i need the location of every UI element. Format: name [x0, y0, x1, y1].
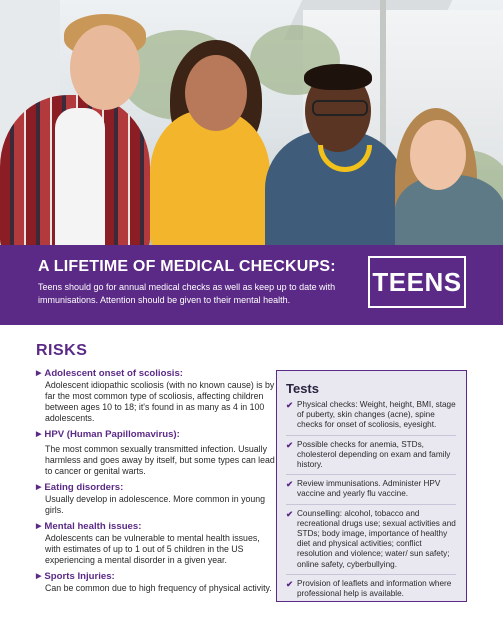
test-text: Provision of leaflets and information where professional help is available. [297, 578, 452, 599]
risk-title: Adolescent onset of scoliosis: [44, 368, 183, 379]
teens-badge [368, 256, 466, 308]
list-item [36, 521, 276, 566]
risk-description: Adolescent idiopathic scoliosis (with no known cause) is by far the most common type of scoliosis, affecting children between ages 10 to 18; it's found in as many as 4 in 100 adolescents. [45, 379, 275, 424]
risk-title: Mental health issues: [44, 521, 142, 533]
test-text: Review immunisations. Administer HPV vaccine and yearly flu vaccine. [297, 479, 441, 499]
title-banner [0, 245, 503, 325]
list-item [36, 571, 276, 594]
risk-description: Usually develop in adolescence. More common in young girls. [45, 493, 266, 516]
hero-photo-teens [0, 0, 503, 245]
tests-panel [276, 370, 467, 602]
checkmark-icon: ✔ [286, 578, 294, 589]
triangle-bullet-icon: ▶ [36, 573, 42, 581]
teens-badge-label: TEENS [372, 266, 462, 297]
test-text: Counselling: alcohol, tobacco and recreational drugs use; sexual activities and STDs; body image, importance of healthy diet and physical activities; conflict resolution and violence; water/ sun safety; online safety, cyberbullying. [297, 508, 456, 569]
risk-title: Eating disorders: [44, 482, 124, 494]
risk-title: Sports Injuries: [44, 571, 115, 583]
tests-list [286, 400, 456, 603]
checkmark-icon: ✔ [286, 508, 294, 519]
risks-heading: RISKS [36, 342, 88, 359]
list-item [286, 440, 456, 476]
triangle-bullet-icon: ▶ [36, 370, 42, 377]
list-item [36, 482, 276, 516]
page-title: A LIFETIME OF MEDICAL CHECKUPS: [38, 258, 336, 275]
checkmark-icon: ✔ [286, 479, 294, 490]
test-text: Possible checks for anemia, STDs, cholesterol depending on exam and family history. [297, 439, 451, 470]
triangle-bullet-icon: ▶ [36, 431, 42, 439]
risks-list [36, 368, 276, 599]
triangle-bullet-icon: ▶ [36, 523, 42, 531]
list-item [286, 479, 456, 504]
risk-description: The most common sexually transmitted infection. Usually harmless and goes away by itself, but some types can lead to cancer or genital warts. [45, 443, 275, 477]
checkmark-icon: ✔ [286, 400, 294, 410]
page-subtitle: Teens should go for annual medical checks as well as keep up to date with immunisations. Attention should be given to their mental health. [38, 282, 336, 305]
list-item [286, 400, 456, 436]
risk-title: HPV (Human Papillomavirus): [44, 429, 180, 441]
triangle-bullet-icon: ▶ [36, 484, 42, 492]
list-item [286, 579, 456, 603]
test-text: Physical checks: Weight, height, BMI, stage of puberty, skin changes (acne), spine checks for onset of scoliosis, eyesight. [297, 400, 456, 430]
list-item [36, 368, 276, 424]
risk-description: Adolescents can be vulnerable to mental health issues, with estimates of up to 1 out of 5 children in the US experiencing a mental disorder in a given year. [45, 532, 260, 566]
list-item [36, 429, 276, 477]
risk-description: Can be common due to high frequency of physical activity. [45, 582, 272, 593]
checkmark-icon: ✔ [286, 439, 294, 450]
list-item [286, 509, 456, 575]
tests-heading: Tests [286, 381, 319, 396]
